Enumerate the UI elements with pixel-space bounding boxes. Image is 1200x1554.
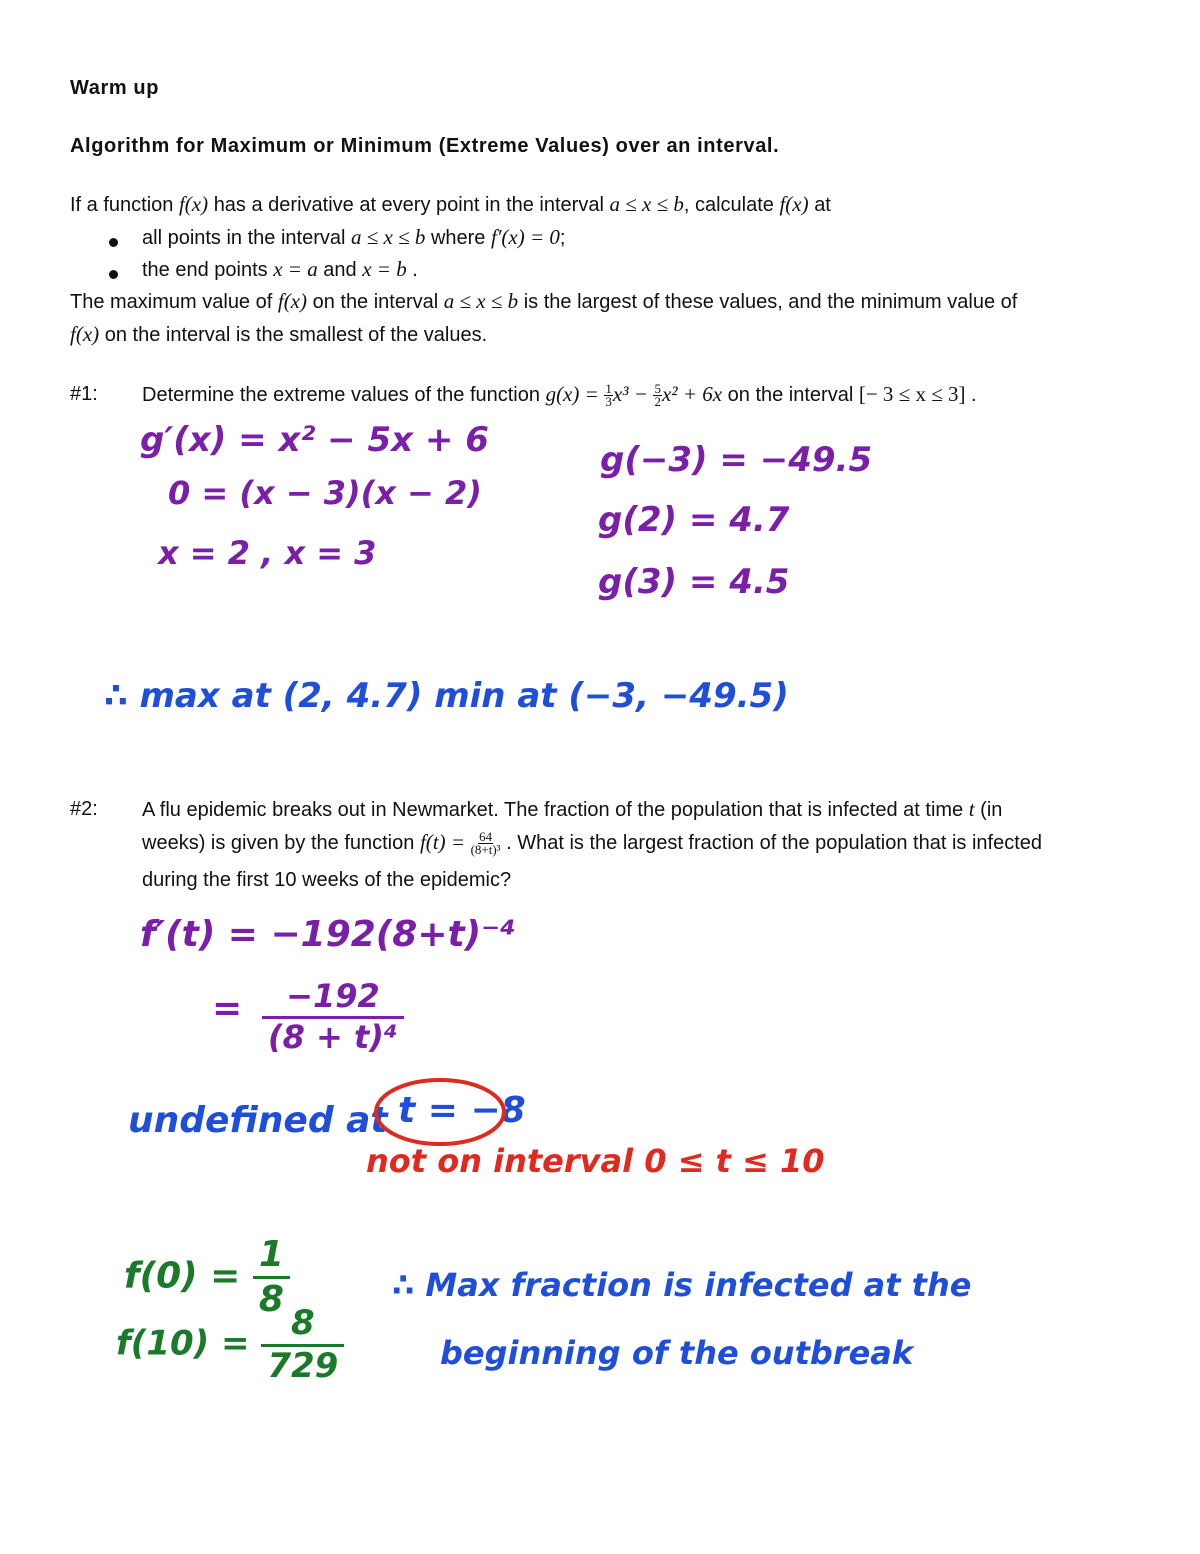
- numerator: 64: [479, 829, 493, 845]
- math-fx: f(x): [70, 322, 100, 346]
- question-number: #2:: [70, 798, 98, 820]
- handwritten-label: f(10) =: [116, 1323, 250, 1364]
- denominator: 8: [258, 1278, 284, 1320]
- intro-text: is the largest of these values, and the minimum value of: [523, 291, 1018, 313]
- handwritten-factored: 0 = (x − 3)(x − 2): [168, 474, 482, 512]
- intro-text: on the interval is the smallest of the values.: [104, 324, 488, 346]
- intro-text: at: [814, 194, 831, 216]
- numerator: −192: [286, 977, 380, 1015]
- bullet-text: ;: [559, 227, 566, 249]
- question-text: A flu epidemic breaks out in Newmarket. The fraction of the population that is infected at time: [142, 799, 964, 821]
- handwritten-fraction: [262, 977, 404, 1056]
- math-fx: f(x): [277, 289, 308, 313]
- handwritten-conclusion: ∴ max at (2, 4.7) min at (−3, −49.5): [104, 676, 789, 716]
- math-ft: f(t) =: [419, 830, 466, 854]
- intro-line-1: [70, 192, 831, 217]
- question-text: . What is the largest fraction of the population that is infected: [506, 832, 1042, 854]
- handwritten-label: f(0) =: [124, 1255, 241, 1297]
- handwritten-equals: =: [212, 988, 243, 1029]
- bullet-icon: [109, 234, 118, 252]
- fraction: [262, 977, 404, 1056]
- handwritten-g-neg3: g(−3) = −49.5: [600, 440, 873, 480]
- question-number: #1:: [70, 383, 98, 405]
- question-text: .: [971, 384, 977, 406]
- handwritten-f10: [116, 1303, 344, 1386]
- bullet-icon: [109, 266, 118, 284]
- question-2-line-2: [142, 830, 1042, 856]
- handwritten-roots: x = 2 , x = 3: [158, 534, 377, 572]
- math-derivative-zero: f′(x) = 0: [491, 225, 560, 249]
- bullet-item-1: [142, 225, 565, 250]
- intro-text: , calculate: [683, 194, 774, 216]
- intro-text: The maximum value of: [70, 291, 273, 313]
- circle-annotation: [370, 1074, 510, 1150]
- numerator: 1: [605, 381, 612, 397]
- denominator: 3: [605, 394, 612, 410]
- bullet-text: where: [430, 227, 486, 249]
- question-text: (in: [980, 799, 1003, 821]
- fraction: [261, 1303, 344, 1386]
- handwritten-derivative: f′(t) = −192(8+t)⁻⁴: [140, 914, 516, 955]
- denominator: 729: [267, 1345, 339, 1386]
- bullet-text: all points in the interval: [142, 227, 346, 249]
- handwritten-derivative: g′(x) = x² − 5x + 6: [140, 420, 489, 460]
- fraction: [653, 383, 662, 408]
- intro-text: has a derivative at every point in the interval: [213, 194, 604, 216]
- handwritten-max-fraction: ∴ Max fraction is infected at the: [392, 1266, 972, 1304]
- math-interval: a ≤ x ≤ b: [443, 289, 519, 313]
- denominator: 2: [654, 394, 661, 410]
- bullet-item-2: [142, 257, 418, 282]
- math-fx: f(x): [779, 192, 809, 216]
- denominator: (8+t)³: [470, 842, 501, 858]
- fraction: [604, 383, 613, 408]
- denominator: (8 + t)⁴: [268, 1017, 398, 1056]
- intro-text: If a function: [70, 194, 174, 216]
- bullet-text: the end points: [142, 259, 268, 281]
- math-x-eq-a: x = a: [273, 257, 318, 281]
- question-text: on the interval: [727, 384, 854, 406]
- algorithm-heading: Algorithm for Maximum or Minimum (Extreme Values) over an interval.: [70, 135, 780, 157]
- math-gx: g(x) =: [545, 382, 599, 406]
- numerator: 1: [258, 1234, 284, 1275]
- math-t: t: [968, 797, 975, 821]
- handwritten-t-value: t = −8: [398, 1090, 526, 1131]
- intro-line-3: [70, 322, 487, 347]
- intro-text: on the interval: [312, 291, 439, 313]
- math-interval: a ≤ x ≤ b: [609, 192, 684, 216]
- intro-line-2: [70, 289, 1017, 314]
- question-2-line-1: [142, 797, 1002, 822]
- question-1-text: [142, 382, 977, 408]
- numerator: 5: [654, 381, 661, 397]
- handwritten-g-2: g(2) = 4.7: [598, 500, 790, 540]
- math-x-eq-b: x = b: [362, 257, 407, 281]
- handwritten-g-3: g(3) = 4.5: [598, 562, 790, 602]
- math-term: x³ −: [612, 382, 648, 406]
- handwritten-not-on-interval: not on interval 0 ≤ t ≤ 10: [366, 1142, 825, 1180]
- section-title: Warm up: [70, 77, 160, 99]
- question-text: weeks) is given by the function: [142, 832, 415, 854]
- math-interval: [− 3 ≤ x ≤ 3]: [858, 382, 966, 406]
- fraction: [471, 831, 501, 856]
- math-fx: f(x): [178, 192, 209, 216]
- math-term: x² + 6x: [661, 382, 723, 406]
- handwritten-outbreak: beginning of the outbreak: [440, 1334, 914, 1372]
- math-interval: a ≤ x ≤ b: [351, 225, 426, 249]
- bullet-text: .: [412, 259, 418, 281]
- handwritten-undefined: undefined at: [128, 1100, 388, 1141]
- bullet-text: and: [323, 259, 357, 281]
- question-text: Determine the extreme values of the function: [142, 384, 540, 406]
- numerator: 8: [291, 1303, 315, 1343]
- question-2-line-3: during the first 10 weeks of the epidemic?: [142, 869, 512, 891]
